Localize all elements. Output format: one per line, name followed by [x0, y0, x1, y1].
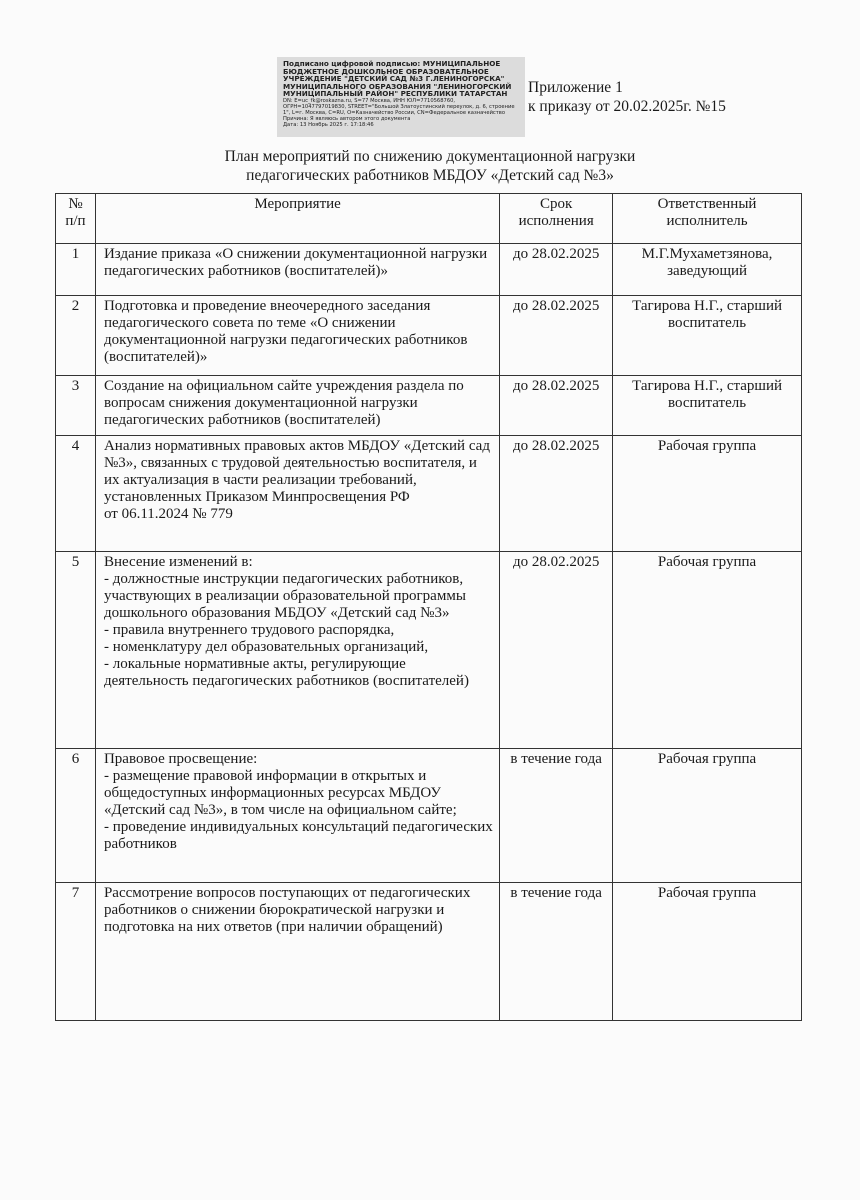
appendix-note — [528, 78, 726, 116]
row-number: 5 — [56, 552, 96, 749]
signature-reason: Причина: Я являюсь автором этого документа — [283, 115, 411, 122]
table-row — [56, 436, 802, 552]
signature-dn: DN: E=uc_fk@roskazna.ru, S=77 Москва, ИНН ЮЛ=7710568760, ОГРН=1047797019830, STREET="Большой Златоустинский переулок, д. 6, строение 1", L=г. Москва, C=RU, O=Казначейство России, CN=Федеральное казначейство — [283, 97, 515, 116]
digital-signature-stamp — [277, 57, 525, 137]
table-row — [56, 749, 802, 883]
title-line2: педагогических работников МБДОУ «Детский сад №3» — [246, 167, 614, 184]
row-responsible: М.Г.Мухаметзянова, заведующий — [613, 244, 802, 296]
header-responsible: Ответственный исполнитель — [613, 194, 802, 244]
row-deadline: до 28.02.2025 — [500, 552, 613, 749]
row-number: 1 — [56, 244, 96, 296]
row-number: 3 — [56, 376, 96, 436]
title-line1: План мероприятий по снижению документационной нагрузки — [224, 148, 636, 165]
row-responsible: Рабочая группа — [613, 749, 802, 883]
row-deadline: до 28.02.2025 — [500, 244, 613, 296]
table-header-row — [56, 194, 802, 244]
row-responsible: Рабочая группа — [613, 883, 802, 1021]
row-deadline: до 28.02.2025 — [500, 376, 613, 436]
row-event: Правовое просвещение: - размещение правовой информации в открытых и общедоступных информационных ресурсах МБДОУ «Детский сад №3», в том числе на официальном сайте; - проведение индивидуальных консультаций педагогических работников — [95, 749, 499, 883]
row-responsible: Рабочая группа — [613, 436, 802, 552]
row-event: Внесение изменений в: - должностные инструкции педагогических работников, участвующих в реализации образовательной программы дошкольного образования МБДОУ «Детский сад №3» - правила внутреннего трудового распорядка, - номенклатуру дел образовательных организаций, - локальные нормативные акты, регулирующие деятельность педагогических работников (воспитателей) — [95, 552, 499, 749]
row-deadline: до 28.02.2025 — [500, 296, 613, 376]
header-event: Мероприятие — [95, 194, 499, 244]
row-responsible: Рабочая группа — [613, 552, 802, 749]
table-row — [56, 296, 802, 376]
row-number: 6 — [56, 749, 96, 883]
row-number: 2 — [56, 296, 96, 376]
row-deadline: в течение года — [500, 749, 613, 883]
row-event: Создание на официальном сайте учреждения раздела по вопросам снижения документационной нагрузки педагогических работников (воспитателей) — [95, 376, 499, 436]
row-number: 7 — [56, 883, 96, 1021]
header-number: № п/п — [56, 194, 96, 244]
plan-table — [55, 193, 802, 1021]
row-responsible: Тагирова Н.Г., старший воспитатель — [613, 376, 802, 436]
table-row — [56, 244, 802, 296]
table-row — [56, 883, 802, 1021]
signature-heading: Подписано цифровой подписью: МУНИЦИПАЛЬНОЕ БЮДЖЕТНОЕ ДОШКОЛЬНОЕ ОБРАЗОВАТЕЛЬНОЕ УЧРЕЖДЕНИЕ "ДЕТСКИЙ САД №3 Г.ЛЕНИНОГОРСКА" МУНИЦИПАЛЬНОГО ОБРАЗОВАНИЯ "ЛЕНИНОГОРСКИЙ МУНИЦИПАЛЬНЫЙ РАЙОН" РЕСПУБЛИКИ ТАТАРСТАН — [283, 59, 512, 99]
row-deadline: в течение года — [500, 883, 613, 1021]
appendix-line2: к приказу от 20.02.2025г. №15 — [528, 98, 726, 115]
row-number: 4 — [56, 436, 96, 552]
row-event: Анализ нормативных правовых актов МБДОУ «Детский сад №3», связанных с трудовой деятельностью воспитателя, и их актуализация в части реализации требований, установленных Приказом Минпросвещения РФ от 06.11.2024 № 779 — [95, 436, 499, 552]
table-row — [56, 376, 802, 436]
row-event: Подготовка и проведение внеочередного заседания педагогического совета по теме «О снижении документационной нагрузки педагогических работников (воспитателей)» — [95, 296, 499, 376]
row-event: Издание приказа «О снижении документационной нагрузки педагогических работников (воспитателей)» — [95, 244, 499, 296]
row-deadline: до 28.02.2025 — [500, 436, 613, 552]
appendix-line1: Приложение 1 — [528, 79, 623, 96]
document-title — [0, 147, 860, 185]
header-deadline: Срок исполнения — [500, 194, 613, 244]
table-row — [56, 552, 802, 749]
row-event: Рассмотрение вопросов поступающих от педагогических работников о снижении бюрократической нагрузки и подготовка на них ответов (при наличии обращений) — [95, 883, 499, 1021]
row-responsible: Тагирова Н.Г., старший воспитатель — [613, 296, 802, 376]
signature-date: Дата: 13 Ноябрь 2025 г. 17:18:46 — [283, 121, 374, 128]
